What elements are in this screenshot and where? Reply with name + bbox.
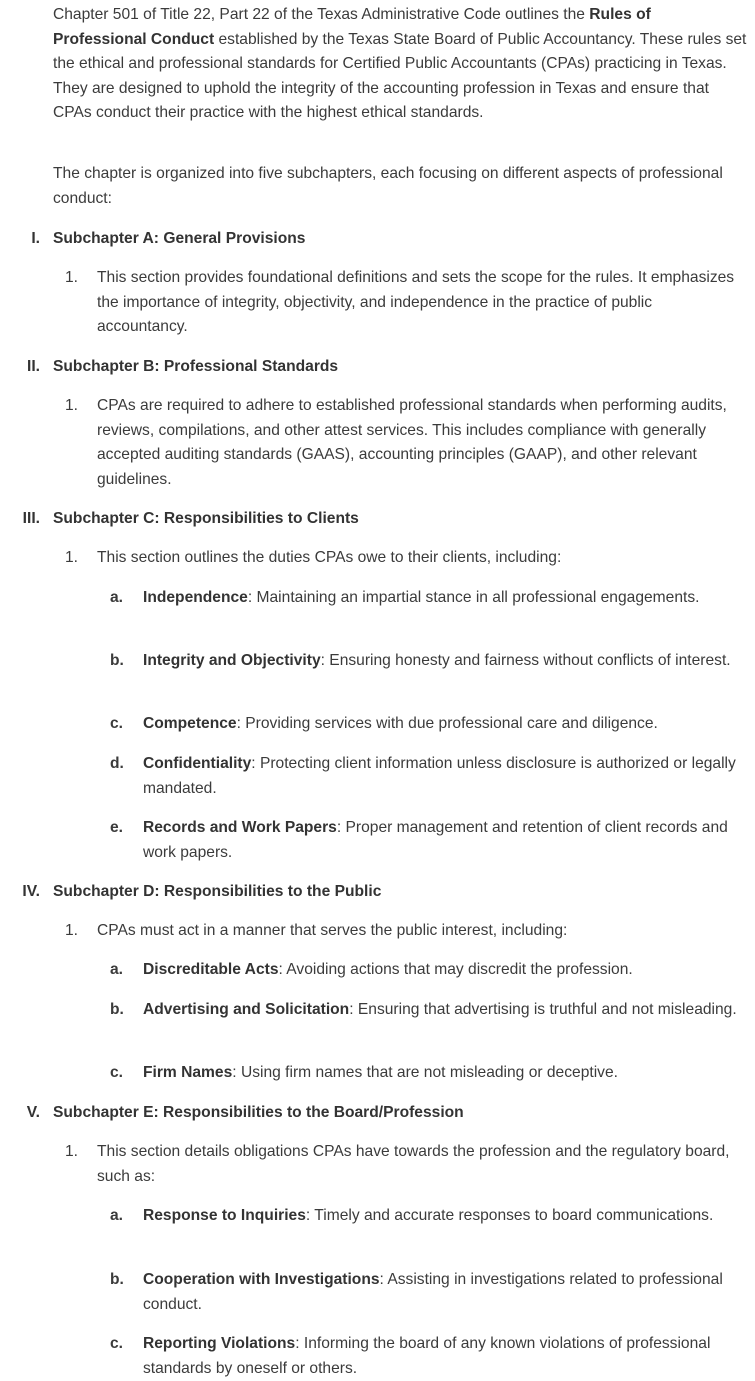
sub-item-letter: b. [110, 1271, 124, 1288]
sub-item-term: Independence [143, 589, 248, 606]
sub-item-term: Integrity and Objectivity [143, 652, 321, 669]
item-text: This section details obligations CPAs have towards the profession and the regulatory board, such as: [97, 1143, 730, 1185]
sub-item-term: Confidentiality [143, 755, 252, 772]
roman-numeral: IV. [22, 883, 40, 900]
roman-numeral: I. [31, 230, 40, 247]
section-title: Subchapter B: Professional Standards [53, 358, 339, 375]
roman-numeral: II. [27, 358, 40, 375]
item-text: CPAs must act in a manner that serves the public interest, including: [97, 922, 568, 939]
section-title: Subchapter A: General Provisions [53, 230, 306, 247]
sub-item-desc: : Timely and accurate responses to board communications. [305, 1207, 714, 1224]
sub-item-desc: : Informing the board of any known violations of professional standards by oneself or others. [143, 1335, 711, 1377]
sub-item-desc: : Providing services with due professional care and diligence. [236, 715, 658, 732]
sub-item-desc: : Proper management and retention of client records and work papers. [143, 819, 728, 861]
sub-item-letter: b. [110, 1001, 124, 1018]
sub-item-letter: a. [110, 1207, 124, 1224]
sub-item-desc: : Ensuring honesty and fairness without conflicts of interest. [320, 652, 731, 669]
sub-item-letter: d. [110, 755, 124, 772]
item-number: 1. [65, 1143, 79, 1160]
intro-text-rest: established by the Texas State Board of Public Accountancy. These rules set the ethical and professional standards for Certified Public Accountants (CPAs) practicing in Texas. They are designed to uphold the integrity of the accounting profession in Texas and ensure that CPAs conduct their practice with the highest ethical standards. [53, 30, 747, 121]
sub-item-letter: b. [110, 652, 124, 669]
item-number: 1. [65, 269, 79, 286]
intro-bold-term: Rules of Professional Conduct [53, 6, 651, 48]
sub-item-term: Competence [143, 715, 237, 732]
sub-item-letter: e. [110, 819, 124, 836]
item-number: 1. [65, 549, 79, 566]
sub-item-term: Advertising and Solicitation [143, 1001, 350, 1018]
roman-numeral: V. [26, 1104, 40, 1121]
sub-item-desc: : Using firm names that are not misleading or deceptive. [232, 1064, 618, 1081]
section-title: Subchapter C: Responsibilities to Clients [53, 510, 359, 527]
item-number: 1. [65, 922, 79, 939]
section-title: Subchapter D: Responsibilities to the Public [53, 883, 382, 900]
item-text: This section provides foundational definitions and sets the scope for the rules. It emphasizes the importance of integrity, objectivity, and independence in the practice of public accountancy. [97, 269, 735, 335]
overview-paragraph: The chapter is organized into five subchapters, each focusing on different aspects of professional conduct: [53, 165, 723, 207]
sub-item-term: Discreditable Acts [143, 961, 279, 978]
sub-item-letter: c. [110, 1335, 124, 1352]
intro-text: Chapter 501 of Title 22, Part 22 of the Texas Administrative Code outlines the [53, 6, 590, 23]
sub-item-letter: c. [110, 1064, 124, 1081]
intro-paragraph [53, 3, 748, 126]
roman-numeral: III. [22, 510, 40, 527]
item-text: This section outlines the duties CPAs owe to their clients, including: [97, 549, 562, 566]
sub-item-term: Firm Names [143, 1064, 233, 1081]
sub-item-letter: a. [110, 589, 124, 606]
sub-item-desc: : Protecting client information unless disclosure is authorized or legally mandated. [143, 755, 736, 797]
section-title: Subchapter E: Responsibilities to the Board/Profession [53, 1104, 464, 1121]
item-text: CPAs are required to adhere to established professional standards when performing audits, reviews, compilations, and other attest services. This includes compliance with generally accepted auditing standards (GAAS), accounting principles (GAAP), and other relevant guidelines. [97, 397, 727, 488]
sub-item-desc: : Maintaining an impartial stance in all professional engagements. [247, 589, 700, 606]
sub-item-letter: a. [110, 961, 124, 978]
sub-item-desc: : Assisting in investigations related to professional conduct. [143, 1271, 723, 1313]
sub-item-term: Cooperation with Investigations [143, 1271, 380, 1288]
sub-item-letter: c. [110, 715, 124, 732]
item-number: 1. [65, 397, 79, 414]
sub-item-term: Response to Inquiries [143, 1207, 306, 1224]
sub-item-desc: : Avoiding actions that may discredit the profession. [278, 961, 633, 978]
sub-item-term: Reporting Violations [143, 1335, 296, 1352]
sub-item-desc: : Ensuring that advertising is truthful and not misleading. [349, 1001, 737, 1018]
sub-item-term: Records and Work Papers [143, 819, 337, 836]
